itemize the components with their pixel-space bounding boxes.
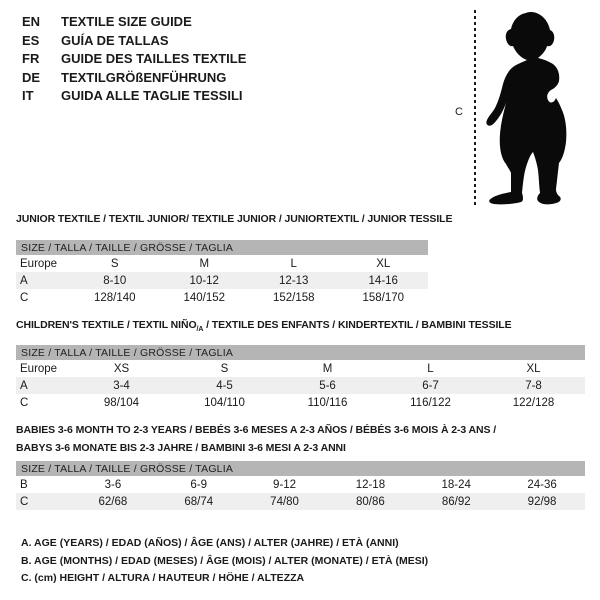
table-cell: XS <box>113 362 130 375</box>
table-cell: XL <box>526 362 541 375</box>
table-cell: 128/140 <box>93 291 136 304</box>
table-cell: 24-36 <box>527 478 557 491</box>
size-header-bar: SIZE / TALLA / TAILLE / GRÖSSE / TAGLIA <box>16 461 585 476</box>
table-cell: 10-12 <box>160 272 250 289</box>
table-row <box>16 493 585 510</box>
table-row <box>16 377 585 394</box>
table-row <box>16 476 585 493</box>
table-cell: S <box>220 362 229 375</box>
title-text: CHILDREN'S TEXTILE / TEXTIL NIÑO <box>16 319 197 331</box>
table-cell: L <box>290 257 297 270</box>
table-row <box>16 289 428 306</box>
junior-table-title: JUNIOR TEXTILE / TEXTIL JUNIOR/ TEXTILE JUNIOR / JUNIORTEXTIL / JUNIOR TESSILE <box>16 213 453 225</box>
footnote-b: B. AGE (MONTHS) / EDAD (MESES) / ÂGE (MOIS) / ALTER (MONATE) / ETÀ (MESI) <box>21 554 429 567</box>
table-cell: 14-16 <box>339 272 429 289</box>
table-cell: 7-8 <box>482 377 585 394</box>
row-label: C <box>20 396 29 409</box>
lang-label: TEXTILGRÖßENFÜHRUNG <box>61 69 227 85</box>
lang-row-fr <box>22 50 246 69</box>
table-cell: 92/98 <box>499 493 585 510</box>
babies-size-table <box>16 461 585 510</box>
lang-code: IT <box>22 88 34 104</box>
lang-label: TEXTILE SIZE GUIDE <box>61 14 192 29</box>
table-cell: 18-24 <box>441 478 471 491</box>
table-row <box>16 394 585 411</box>
table-row <box>16 255 428 272</box>
lang-code: EN <box>22 14 41 29</box>
table-cell: 4-5 <box>173 377 276 394</box>
size-header-bar: SIZE / TALLA / TAILLE / GRÖSSE / TAGLIA <box>16 240 428 255</box>
table-row <box>16 272 428 289</box>
row-label: C <box>20 291 29 304</box>
table-cell: XL <box>376 257 391 270</box>
lang-code: ES <box>22 32 40 48</box>
table-row <box>16 360 585 377</box>
table-cell: 98/104 <box>103 396 140 409</box>
table-cell: L <box>427 362 434 375</box>
footnote-a: A. AGE (YEARS) / EDAD (AÑOS) / ÂGE (ANS) / ALTER (JAHRE) / ETÀ (ANNI) <box>21 537 399 549</box>
lang-label: GUIDE DES TAILLES TEXTILE <box>61 51 247 67</box>
table-cell: 158/170 <box>362 291 405 304</box>
table-cell: 68/74 <box>156 493 242 510</box>
row-label: Europe <box>20 257 58 270</box>
height-measure-label: C <box>455 106 463 118</box>
lang-row-de <box>22 69 246 88</box>
table-cell: 5-6 <box>276 377 379 394</box>
table-cell: 104/110 <box>204 396 245 409</box>
row-label: B <box>20 478 28 491</box>
table-cell: 9-12 <box>273 478 297 491</box>
table-cell: 116/122 <box>410 396 451 409</box>
title-line: BABIES 3-6 MONTH TO 2-3 YEARS / BEBÉS 3-6 MESES A 2-3 AÑOS / BÉBÉS 3-6 MOIS À 2-3 ANS / <box>16 424 497 436</box>
table-cell: 12-13 <box>249 272 339 289</box>
row-label: C <box>16 493 70 510</box>
table-cell: 3-4 <box>70 377 173 394</box>
lang-code: DE <box>22 69 41 85</box>
lang-row-en <box>22 13 246 32</box>
table-cell: 62/68 <box>70 493 156 510</box>
junior-size-table <box>16 240 428 306</box>
table-cell: 6-9 <box>190 478 208 491</box>
table-cell: 122/128 <box>512 396 555 409</box>
table-cell: 74/80 <box>242 493 328 510</box>
row-label: A <box>16 377 70 394</box>
size-header-bar: SIZE / TALLA / TAILLE / GRÖSSE / TAGLIA <box>16 345 585 360</box>
table-cell: 6-7 <box>379 377 482 394</box>
language-header <box>22 13 246 106</box>
lang-row-es <box>22 32 246 51</box>
table-cell: 110/116 <box>307 396 348 409</box>
table-cell: 80/86 <box>327 493 413 510</box>
title-line: BABYS 3-6 MONATE BIS 2-3 JAHRE / BAMBINI 3-6 MESI A 2-3 ANNI <box>16 441 346 454</box>
lang-code: FR <box>22 51 40 67</box>
table-cell: M <box>322 362 333 375</box>
table-cell: M <box>199 257 210 270</box>
title-subscript: /A <box>196 326 204 334</box>
table-cell: S <box>110 257 119 270</box>
table-cell: 140/152 <box>183 291 226 304</box>
row-label: Europe <box>20 362 58 375</box>
footnotes <box>21 535 428 588</box>
lang-label: GUIDA ALLE TAGLIE TESSILI <box>61 88 243 104</box>
children-table-title <box>16 319 512 333</box>
baby-silhouette <box>480 0 600 215</box>
row-label: A <box>16 272 70 289</box>
table-cell: 8-10 <box>70 272 160 289</box>
table-cell: 3-6 <box>104 478 122 491</box>
height-dashed-line <box>474 10 476 206</box>
lang-label: GUÍA DE TALLAS <box>61 32 169 48</box>
footnote-c: C. (cm) HEIGHT / ALTURA / HAUTEUR / HÖHE / ALTEZZA <box>21 572 305 585</box>
title-text: / TEXTILE DES ENFANTS / KINDERTEXTIL / BAMBINI TESSILE <box>203 319 512 331</box>
children-size-table <box>16 345 585 411</box>
table-cell: 152/158 <box>272 291 315 304</box>
table-cell: 86/92 <box>413 493 499 510</box>
lang-row-it <box>22 87 246 106</box>
babies-table-title <box>16 422 496 457</box>
table-cell: 12-18 <box>355 478 386 491</box>
